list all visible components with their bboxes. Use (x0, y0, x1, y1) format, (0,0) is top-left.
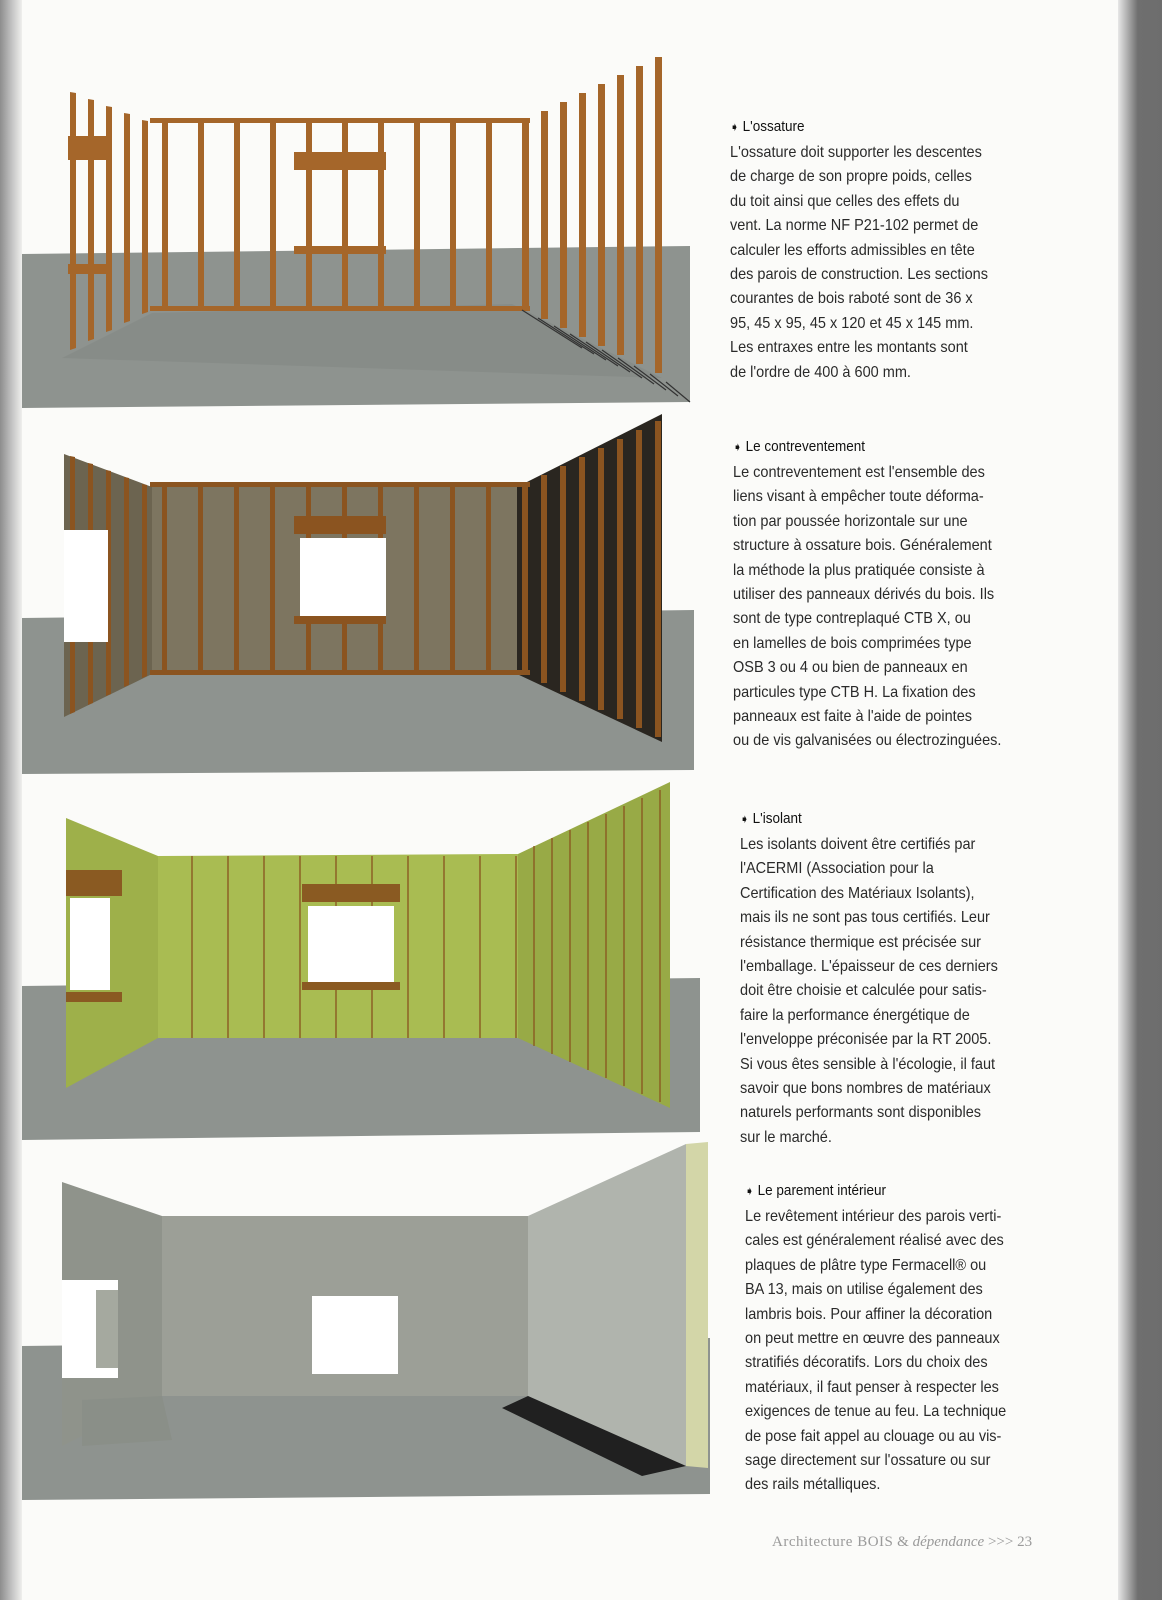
text-line: des parois de construction. Les sections (730, 266, 988, 284)
magazine-name: Architecture BOIS (772, 1534, 894, 1550)
illustration-parement (22, 1140, 712, 1500)
text-line: BA 13, mais on utilise également des (745, 1281, 983, 1299)
section-title: ➧ Le parement intérieur (745, 1182, 886, 1199)
arrow-bullet-icon: ➧ (733, 440, 743, 454)
text-line: doit être choisie et calculée pour satis- (740, 982, 987, 1000)
section-body (745, 1205, 1072, 1498)
text-line: l'emballage. L'épaisseur de ces derniers (740, 958, 998, 976)
illustration-contreventement (22, 412, 712, 782)
arrow-bullet-icon: ➧ (740, 812, 750, 826)
illustration-ossature (22, 48, 712, 416)
text-line: en lamelles de bois comprimées type (733, 634, 972, 652)
text-line: Les entraxes entre les montants sont (730, 339, 968, 357)
section-body (740, 833, 1067, 1150)
section-contreventement (733, 438, 1063, 754)
text-line: structure à ossature bois. Généralement (733, 537, 992, 555)
arrow-bullet-icon: ➧ (730, 120, 740, 134)
text-line: lambris bois. Pour affiner la décoration (745, 1305, 993, 1323)
text-line: faire la performance énergétique de (740, 1006, 970, 1024)
section-title: ➧ Le contreventement (733, 438, 865, 455)
text-line: panneaux est faite à l'aide de pointes (733, 708, 973, 726)
text-line: la méthode la plus pratiquée consiste à (733, 561, 985, 579)
text-line: utiliser des panneaux dérivés du bois. Ils (733, 586, 995, 604)
section-body (733, 461, 1060, 754)
text-line: sur le marché. (740, 1128, 832, 1146)
section-title: ➧ L'isolant (740, 810, 802, 827)
section-isolant (740, 810, 1070, 1150)
text-line: matériaux, il faut penser à respecter les (745, 1378, 999, 1396)
text-line: mais ils ne sont pas tous certifiés. Leur (740, 909, 990, 927)
text-line: résistance thermique est précisée sur (740, 933, 982, 951)
text-line: particules type CTB H. La fixation des (733, 683, 976, 701)
arrow-bullet-icon: ➧ (745, 1184, 755, 1198)
text-line: Si vous êtes sensible à l'écologie, il faut (740, 1055, 996, 1073)
text-line: liens visant à empêcher toute déforma- (733, 488, 984, 506)
section-parement (745, 1182, 1075, 1498)
text-line: courantes de bois raboté sont de 36 x (730, 290, 973, 308)
text-line: on peut mettre en œuvre des panneaux (745, 1330, 1000, 1348)
text-line: naturels performants sont disponibles (740, 1104, 982, 1122)
text-line: ou de vis galvanisées ou électrozinguées. (733, 732, 1002, 750)
text-line: de l'ordre de 400 à 600 mm. (730, 363, 911, 381)
page-footer (772, 1534, 1032, 1551)
text-line: calculer les efforts admissibles en tête (730, 241, 975, 259)
text-line: Le contreventement est l'ensemble des (733, 464, 985, 481)
text-line: OSB 3 ou 4 ou bien de panneaux en (733, 659, 968, 677)
page-edge (1118, 0, 1162, 1600)
text-line: de pose fait appel au clouage ou au vis- (745, 1427, 1002, 1445)
text-line: stratifiés décoratifs. Lors du choix des (745, 1354, 988, 1372)
page-number: 23 (1017, 1534, 1033, 1550)
text-line: sont de type contreplaqué CTB X, ou (733, 610, 971, 628)
text-line: 95, 45 x 95, 45 x 120 et 45 x 145 mm. (730, 314, 974, 332)
magazine-subtitle: dépendance (912, 1534, 985, 1550)
text-line: cales est généralement réalisé avec des (745, 1232, 1004, 1250)
text-line: exigences de tenue au feu. La technique (745, 1403, 1007, 1421)
text-line: L'ossature doit supporter les descentes (730, 144, 982, 161)
text-line: Certification des Matériaux Isolants), (740, 884, 975, 902)
text-line: sage directement sur l'ossature ou sur (745, 1452, 991, 1470)
text-line: des rails métalliques. (745, 1476, 881, 1494)
footer-arrows: >>> (987, 1534, 1014, 1550)
text-line: l'enveloppe préconisée par la RT 2005. (740, 1031, 992, 1049)
text-line: Les isolants doivent être certifiés par (740, 836, 976, 853)
book-gutter (0, 0, 22, 1600)
footer-ampersand: & (897, 1534, 909, 1550)
section-title: ➧ L'ossature (730, 118, 805, 135)
illustration-isolant (22, 780, 712, 1152)
text-line: de charge de son propre poids, celles (730, 168, 972, 186)
text-line: tion par poussée horizontale sur une (733, 512, 968, 530)
text-line: vent. La norme NF P21-102 permet de (730, 217, 979, 235)
text-line: l'ACERMI (Association pour la (740, 860, 934, 878)
text-line: Le revêtement intérieur des parois verti- (745, 1208, 1002, 1225)
text-line: du toit ainsi que celles des effets du (730, 192, 960, 210)
section-body (730, 141, 1057, 385)
text-line: savoir que bons nombres de matériaux (740, 1080, 991, 1098)
section-ossature (730, 118, 1060, 385)
text-line: plaques de plâtre type Fermacell® ou (745, 1256, 987, 1274)
